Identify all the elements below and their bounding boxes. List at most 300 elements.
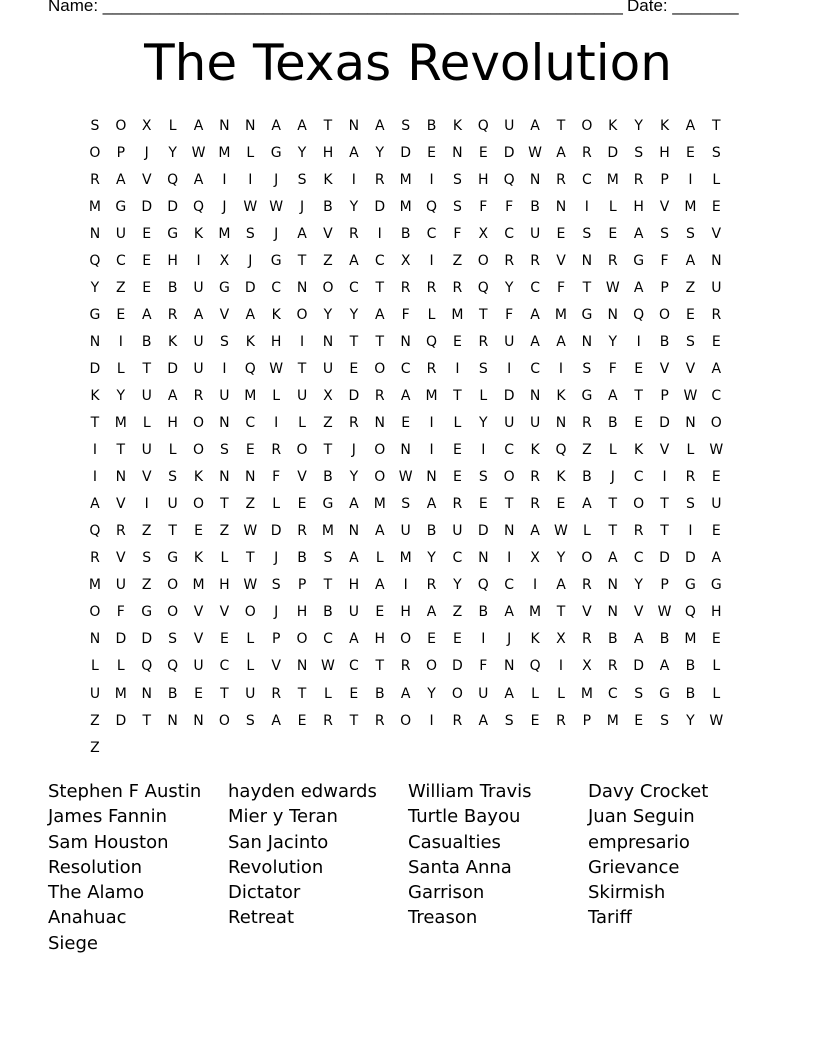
grid-letter[interactable]: L [712, 171, 721, 188]
grid-letter[interactable]: L [168, 442, 177, 459]
grid-letter[interactable]: S [219, 442, 229, 459]
grid-letter[interactable]: G [322, 496, 334, 513]
grid-letter[interactable]: O [296, 306, 308, 323]
grid-letter[interactable]: S [142, 550, 152, 567]
grid-letter[interactable]: I [429, 442, 434, 459]
grid-letter[interactable]: N [348, 523, 360, 540]
grid-letter[interactable]: D [167, 198, 178, 215]
grid-letter[interactable]: C [348, 279, 359, 296]
grid-letter[interactable]: N [115, 469, 127, 486]
grid-letter[interactable]: I [662, 469, 667, 486]
grid-letter[interactable]: R [348, 225, 359, 242]
grid-letter[interactable]: B [426, 117, 437, 134]
grid-letter[interactable]: L [479, 387, 488, 404]
grid-letter[interactable]: A [167, 387, 178, 404]
grid-letter[interactable]: V [659, 360, 670, 377]
grid-letter[interactable]: G [270, 144, 282, 161]
grid-letter[interactable]: E [452, 469, 462, 486]
grid-letter[interactable]: A [245, 306, 256, 323]
grid-letter[interactable]: T [116, 442, 126, 459]
grid-letter[interactable]: X [323, 387, 333, 404]
grid-letter[interactable]: O [192, 442, 205, 459]
grid-letter[interactable]: I [429, 415, 434, 432]
grid-letter[interactable]: W [243, 523, 258, 540]
grid-letter[interactable]: R [556, 171, 566, 188]
grid-letter[interactable]: C [271, 279, 282, 296]
grid-letter[interactable]: C [426, 225, 437, 242]
grid-letter[interactable]: T [323, 442, 333, 459]
grid-letter[interactable]: I [533, 577, 538, 594]
grid-letter[interactable]: A [556, 333, 566, 350]
grid-letter[interactable]: U [219, 387, 230, 404]
grid-letter[interactable]: O [167, 577, 179, 594]
grid-letter[interactable]: D [167, 360, 178, 377]
grid-letter[interactable]: A [297, 117, 307, 134]
grid-letter[interactable]: M [114, 415, 127, 432]
grid-letter[interactable]: A [374, 306, 385, 323]
grid-letter[interactable]: F [479, 658, 488, 675]
grid-letter[interactable]: E [427, 144, 436, 161]
grid-letter[interactable]: J [222, 198, 227, 215]
grid-letter[interactable]: H [400, 604, 411, 621]
grid-letter[interactable]: I [429, 252, 434, 269]
grid-letter[interactable]: Q [477, 577, 489, 594]
grid-letter[interactable]: U [193, 279, 204, 296]
grid-letter[interactable]: R [582, 144, 592, 161]
grid-letter[interactable]: M [399, 171, 412, 188]
grid-letter[interactable]: V [633, 604, 644, 621]
grid-letter[interactable]: Q [555, 442, 567, 459]
name-field-label[interactable]: Name: _______________________________________________________ [48, 0, 623, 15]
grid-letter[interactable]: T [220, 496, 229, 513]
grid-letter[interactable]: S [582, 360, 592, 377]
grid-letter[interactable]: V [219, 306, 230, 323]
grid-letter[interactable]: E [711, 333, 721, 350]
grid-letter[interactable]: L [220, 550, 229, 567]
grid-letter[interactable]: Y [349, 198, 359, 215]
grid-letter[interactable]: J [248, 252, 253, 269]
grid-letter[interactable]: C [607, 685, 618, 702]
grid-letter[interactable]: O [400, 631, 412, 648]
grid-letter[interactable]: N [374, 415, 385, 432]
grid-letter[interactable]: E [142, 252, 152, 269]
grid-letter[interactable]: O [581, 550, 593, 567]
grid-letter[interactable]: E [711, 469, 721, 486]
grid-letter[interactable]: U [193, 333, 204, 350]
grid-letter[interactable]: R [452, 279, 463, 296]
grid-letter[interactable]: W [554, 523, 568, 540]
grid-letter[interactable]: O [296, 631, 308, 648]
grid-letter[interactable]: M [529, 604, 542, 621]
grid-letter[interactable]: P [116, 144, 126, 161]
grid-letter[interactable]: R [374, 712, 385, 729]
grid-letter[interactable]: P [582, 712, 592, 729]
grid-letter[interactable]: L [531, 685, 539, 702]
grid-letter[interactable]: K [193, 225, 204, 242]
grid-letter[interactable]: S [401, 117, 411, 134]
grid-letter[interactable]: I [455, 360, 460, 377]
grid-letter[interactable]: B [323, 198, 333, 215]
grid-letter[interactable]: L [272, 496, 281, 513]
grid-letter[interactable]: A [530, 333, 540, 350]
grid-letter[interactable]: R [530, 496, 540, 513]
grid-letter[interactable]: T [634, 387, 643, 404]
grid-letter[interactable]: C [633, 550, 644, 567]
grid-letter[interactable]: G [89, 306, 101, 323]
grid-letter[interactable]: A [271, 117, 281, 134]
grid-letter[interactable]: H [711, 604, 722, 621]
grid-letter[interactable]: L [246, 658, 255, 675]
grid-letter[interactable]: R [348, 415, 359, 432]
grid-letter[interactable]: W [398, 469, 413, 486]
grid-letter[interactable]: N [167, 712, 178, 729]
grid-letter[interactable]: E [478, 144, 488, 161]
grid-letter[interactable]: B [659, 631, 670, 648]
grid-letter[interactable]: N [296, 658, 308, 675]
grid-letter[interactable]: D [659, 550, 670, 567]
grid-letter[interactable]: M [218, 225, 231, 242]
grid-letter[interactable]: N [193, 712, 204, 729]
grid-letter[interactable]: C [323, 631, 333, 648]
grid-letter[interactable]: X [556, 631, 566, 648]
grid-letter[interactable]: C [530, 360, 540, 377]
grid-letter[interactable]: R [323, 712, 333, 729]
grid-letter[interactable]: D [115, 631, 127, 648]
grid-letter[interactable]: R [633, 171, 644, 188]
grid-letter[interactable]: V [582, 604, 592, 621]
grid-letter[interactable]: T [246, 550, 255, 567]
grid-letter[interactable]: B [323, 604, 333, 621]
grid-letter[interactable]: K [530, 442, 540, 459]
grid-letter[interactable]: G [167, 225, 179, 242]
grid-letter[interactable]: A [426, 496, 437, 513]
grid-letter[interactable]: A [556, 577, 566, 594]
grid-letter[interactable]: N [89, 631, 101, 648]
grid-letter[interactable]: L [557, 685, 565, 702]
grid-letter[interactable]: E [686, 144, 695, 161]
grid-letter[interactable]: A [659, 658, 670, 675]
grid-letter[interactable]: H [219, 577, 230, 594]
grid-letter[interactable]: B [167, 685, 178, 702]
grid-letter[interactable]: S [660, 225, 669, 242]
grid-letter[interactable]: C [504, 442, 515, 459]
grid-letter[interactable]: F [272, 469, 281, 486]
grid-letter[interactable]: E [478, 496, 488, 513]
grid-letter[interactable]: S [685, 496, 695, 513]
grid-letter[interactable]: E [634, 360, 644, 377]
grid-letter[interactable]: N [529, 171, 541, 188]
grid-letter[interactable]: L [608, 442, 617, 459]
grid-letter[interactable]: I [636, 333, 641, 350]
grid-letter[interactable]: U [115, 225, 126, 242]
grid-letter[interactable]: D [89, 360, 101, 377]
grid-letter[interactable]: J [351, 442, 356, 459]
grid-letter[interactable]: J [507, 631, 512, 648]
grid-letter[interactable]: R [711, 306, 722, 323]
grid-letter[interactable]: M [684, 198, 697, 215]
grid-letter[interactable]: U [452, 523, 463, 540]
date-field-label[interactable]: Date: _______ [627, 0, 739, 15]
grid-letter[interactable]: G [141, 604, 153, 621]
grid-letter[interactable]: V [271, 658, 281, 675]
grid-letter[interactable]: O [115, 117, 127, 134]
grid-letter[interactable]: B [374, 685, 385, 702]
grid-letter[interactable]: C [581, 171, 592, 188]
grid-letter[interactable]: W [709, 442, 724, 459]
grid-letter[interactable]: E [452, 631, 462, 648]
grid-letter[interactable]: O [192, 496, 205, 513]
grid-letter[interactable]: B [607, 415, 618, 432]
grid-letter[interactable]: A [582, 496, 592, 513]
grid-letter[interactable]: Y [168, 144, 177, 161]
grid-letter[interactable]: I [222, 360, 227, 377]
grid-letter[interactable]: A [478, 712, 489, 729]
grid-letter[interactable]: E [297, 496, 307, 513]
grid-letter[interactable]: F [660, 252, 669, 269]
grid-letter[interactable]: A [349, 496, 359, 513]
grid-letter[interactable]: M [684, 631, 697, 648]
grid-letter[interactable]: E [686, 306, 695, 323]
grid-letter[interactable]: W [321, 658, 335, 675]
grid-letter[interactable]: Y [375, 144, 385, 161]
grid-letter[interactable]: I [248, 171, 253, 188]
grid-letter[interactable]: O [581, 117, 593, 134]
grid-letter[interactable]: Y [349, 306, 359, 323]
grid-letter[interactable]: F [505, 306, 514, 323]
grid-letter[interactable]: T [297, 685, 307, 702]
grid-letter[interactable]: D [633, 658, 645, 675]
grid-letter[interactable]: A [193, 171, 204, 188]
grid-letter[interactable]: N [89, 225, 101, 242]
grid-letter[interactable]: A [530, 306, 540, 323]
grid-letter[interactable]: O [710, 415, 722, 432]
grid-letter[interactable]: G [218, 279, 230, 296]
grid-letter[interactable]: Y [634, 117, 643, 134]
grid-letter[interactable]: A [349, 631, 359, 648]
grid-letter[interactable]: I [274, 415, 279, 432]
grid-letter[interactable]: L [453, 415, 462, 432]
grid-letter[interactable]: D [141, 631, 153, 648]
grid-letter[interactable]: U [193, 360, 204, 377]
grid-letter[interactable]: E [349, 360, 359, 377]
grid-letter[interactable]: X [530, 550, 540, 567]
grid-letter[interactable]: V [193, 604, 204, 621]
grid-letter[interactable]: I [196, 252, 201, 269]
grid-letter[interactable]: Y [323, 306, 333, 323]
grid-letter[interactable]: C [400, 360, 411, 377]
grid-letter[interactable]: I [688, 171, 693, 188]
grid-letter[interactable]: N [452, 144, 463, 161]
grid-letter[interactable]: U [400, 523, 411, 540]
grid-letter[interactable]: Z [323, 415, 333, 432]
grid-letter[interactable]: Z [452, 252, 463, 269]
grid-letter[interactable]: O [89, 144, 101, 161]
grid-letter[interactable]: E [634, 415, 644, 432]
grid-letter[interactable]: B [582, 469, 592, 486]
grid-letter[interactable]: L [712, 658, 721, 675]
grid-letter[interactable]: W [528, 144, 542, 161]
grid-letter[interactable]: B [685, 685, 696, 702]
grid-letter[interactable]: G [633, 252, 645, 269]
grid-letter[interactable]: Z [219, 523, 230, 540]
grid-letter[interactable]: I [403, 577, 408, 594]
grid-letter[interactable]: N [555, 415, 567, 432]
grid-letter[interactable]: U [504, 117, 515, 134]
grid-letter[interactable]: A [426, 604, 437, 621]
grid-letter[interactable]: T [453, 387, 462, 404]
grid-letter[interactable]: J [274, 171, 279, 188]
grid-letter[interactable]: A [685, 252, 696, 269]
grid-letter[interactable]: R [530, 252, 540, 269]
grid-letter[interactable]: C [374, 252, 385, 269]
grid-letter[interactable]: R [452, 496, 463, 513]
grid-letter[interactable]: T [504, 496, 514, 513]
grid-letter[interactable]: B [685, 658, 696, 675]
grid-letter[interactable]: I [92, 442, 98, 459]
grid-letter[interactable]: Q [684, 604, 696, 621]
grid-letter[interactable]: C [633, 469, 644, 486]
grid-letter[interactable]: S [90, 117, 100, 134]
grid-letter[interactable]: U [711, 496, 722, 513]
grid-letter[interactable]: U [245, 685, 256, 702]
grid-letter[interactable]: E [297, 712, 307, 729]
grid-letter[interactable]: E [427, 631, 436, 648]
grid-letter[interactable]: V [323, 225, 333, 242]
grid-letter[interactable]: T [349, 712, 359, 729]
grid-letter[interactable]: T [220, 685, 229, 702]
grid-letter[interactable]: Y [116, 387, 126, 404]
grid-letter[interactable]: U [89, 685, 101, 702]
grid-letter[interactable]: I [300, 333, 305, 350]
grid-letter[interactable]: L [91, 658, 99, 675]
grid-letter[interactable]: L [246, 631, 255, 648]
grid-letter[interactable]: N [245, 469, 256, 486]
grid-letter[interactable]: E [556, 496, 566, 513]
grid-letter[interactable]: Q [89, 252, 101, 269]
grid-letter[interactable]: O [503, 469, 515, 486]
grid-letter[interactable]: N [400, 333, 411, 350]
grid-letter[interactable]: U [322, 360, 334, 377]
grid-letter[interactable]: V [116, 496, 126, 513]
grid-letter[interactable]: K [271, 306, 281, 323]
grid-letter[interactable]: S [685, 333, 695, 350]
grid-letter[interactable]: R [374, 387, 385, 404]
grid-letter[interactable]: S [711, 144, 721, 161]
grid-letter[interactable]: L [142, 415, 151, 432]
grid-letter[interactable]: E [142, 279, 152, 296]
grid-letter[interactable]: B [400, 225, 411, 242]
grid-letter[interactable]: Y [608, 333, 618, 350]
grid-letter[interactable]: R [115, 523, 126, 540]
grid-letter[interactable]: N [219, 117, 230, 134]
grid-letter[interactable]: S [168, 631, 178, 648]
grid-letter[interactable]: M [88, 577, 101, 594]
grid-letter[interactable]: L [116, 360, 125, 377]
grid-letter[interactable]: R [452, 712, 463, 729]
grid-letter[interactable]: V [556, 252, 566, 269]
grid-letter[interactable]: Y [90, 279, 100, 296]
grid-letter[interactable]: N [245, 117, 256, 134]
grid-letter[interactable]: L [712, 685, 721, 702]
grid-letter[interactable]: C [348, 658, 359, 675]
grid-letter[interactable]: Q [89, 523, 101, 540]
grid-letter[interactable]: X [400, 252, 411, 269]
grid-letter[interactable]: B [478, 604, 489, 621]
grid-letter[interactable]: A [607, 550, 618, 567]
grid-letter[interactable]: I [144, 496, 149, 513]
grid-letter[interactable]: N [141, 685, 152, 702]
grid-letter[interactable]: M [244, 387, 257, 404]
grid-letter[interactable]: G [115, 198, 127, 215]
grid-letter[interactable]: S [452, 171, 462, 188]
grid-letter[interactable]: G [581, 306, 593, 323]
grid-letter[interactable]: D [477, 523, 489, 540]
grid-letter[interactable]: L [116, 658, 125, 675]
grid-letter[interactable]: E [452, 333, 462, 350]
grid-letter[interactable]: X [478, 225, 489, 242]
grid-letter[interactable]: M [114, 685, 127, 702]
grid-letter[interactable]: S [323, 550, 333, 567]
grid-letter[interactable]: Q [503, 171, 515, 188]
grid-letter[interactable]: U [296, 387, 308, 404]
grid-letter[interactable]: Z [141, 577, 152, 594]
grid-letter[interactable]: M [373, 496, 386, 513]
grid-letter[interactable]: E [452, 442, 462, 459]
grid-letter[interactable]: J [300, 198, 305, 215]
grid-letter[interactable]: U [529, 225, 541, 242]
grid-letter[interactable]: R [478, 333, 489, 350]
grid-letter[interactable]: S [168, 469, 178, 486]
grid-letter[interactable]: Q [192, 198, 205, 215]
grid-letter[interactable]: Y [427, 685, 436, 702]
grid-letter[interactable]: M [399, 198, 412, 215]
grid-letter[interactable]: T [556, 604, 566, 621]
grid-letter[interactable]: T [375, 333, 385, 350]
grid-letter[interactable]: I [688, 523, 693, 540]
grid-letter[interactable]: R [400, 279, 411, 296]
grid-letter[interactable]: A [633, 279, 644, 296]
grid-letter[interactable]: T [582, 279, 592, 296]
grid-letter[interactable]: M [425, 387, 438, 404]
grid-letter[interactable]: I [507, 360, 512, 377]
grid-letter[interactable]: D [400, 144, 412, 161]
grid-letter[interactable]: A [116, 171, 126, 188]
grid-letter[interactable]: O [477, 252, 489, 269]
grid-letter[interactable]: J [274, 225, 279, 242]
grid-letter[interactable]: T [90, 415, 100, 432]
grid-letter[interactable]: E [401, 415, 411, 432]
grid-letter[interactable]: O [89, 604, 101, 621]
grid-letter[interactable]: Q [167, 171, 179, 188]
grid-letter[interactable]: P [660, 577, 669, 594]
grid-letter[interactable]: V [141, 171, 152, 188]
grid-letter[interactable]: E [711, 198, 721, 215]
grid-letter[interactable]: D [270, 523, 282, 540]
grid-letter[interactable]: S [478, 360, 488, 377]
grid-letter[interactable]: S [219, 333, 229, 350]
grid-letter[interactable]: Y [504, 279, 514, 296]
grid-letter[interactable]: H [167, 415, 178, 432]
grid-letter[interactable]: S [271, 577, 281, 594]
grid-letter[interactable]: M [451, 306, 464, 323]
grid-letter[interactable]: L [608, 198, 617, 215]
grid-letter[interactable]: Y [427, 550, 436, 567]
grid-letter[interactable]: T [375, 658, 385, 675]
grid-letter[interactable]: M [554, 306, 568, 323]
grid-letter[interactable]: M [218, 144, 231, 161]
grid-letter[interactable]: A [349, 252, 359, 269]
grid-letter[interactable]: Z [90, 712, 100, 729]
